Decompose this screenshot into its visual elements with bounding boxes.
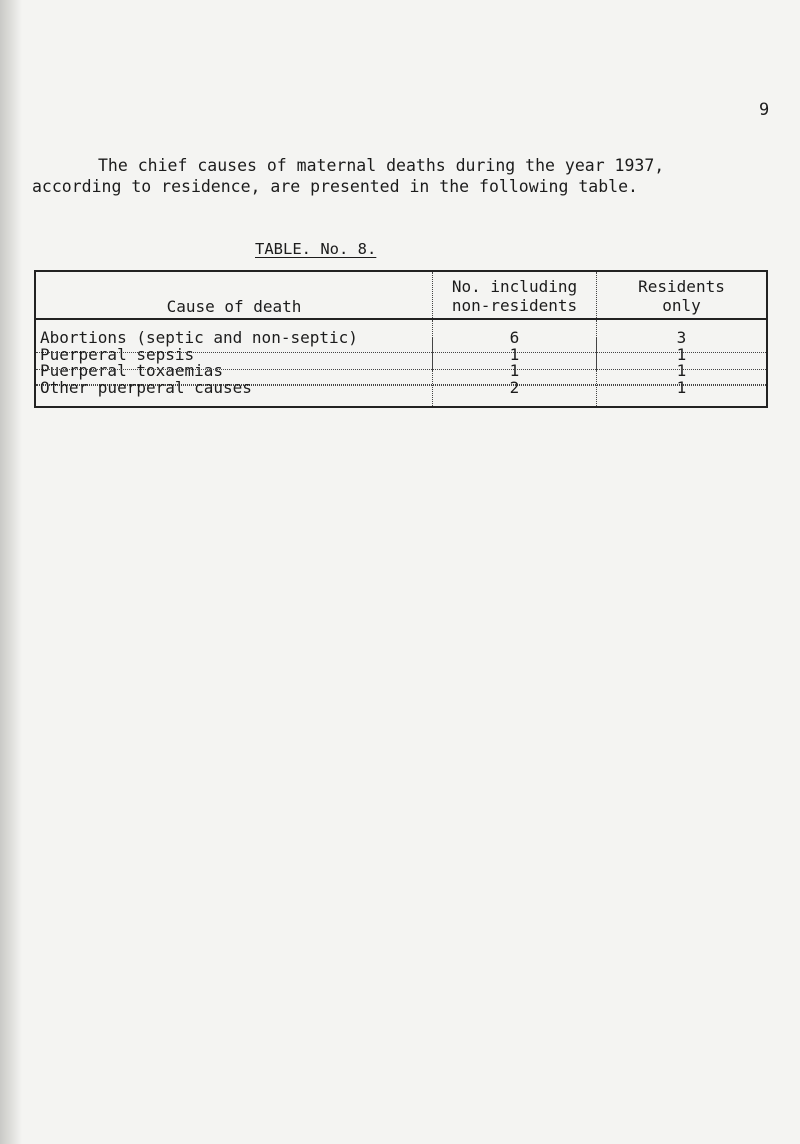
page-edge-shadow (0, 0, 22, 1144)
row-residents: 3 (596, 320, 766, 352)
row-total: 6 (432, 320, 596, 352)
header-residents (596, 272, 766, 318)
header-total-line-1: No. including (451, 277, 578, 296)
intro-paragraph (32, 155, 772, 197)
row-residents: 1 (596, 370, 766, 406)
row-cause: Puerperal toxaemias (40, 361, 224, 380)
header-residents-line-2: only (662, 296, 701, 315)
header-cause: Cause of death (166, 297, 302, 316)
row-total: 2 (432, 370, 596, 406)
table-row (36, 337, 766, 370)
row-cause: Abortions (septic and non-septic) (40, 328, 358, 347)
table-title: TABLE. No. 8. (255, 240, 377, 258)
intro-line-1: The chief causes of maternal deaths during the year 1937, (98, 156, 665, 175)
row-residents: 1 (596, 337, 766, 369)
table-row (36, 370, 766, 406)
table-header-row (36, 272, 766, 320)
header-total (432, 272, 596, 318)
header-residents-line-1: Residents (638, 277, 725, 296)
page-number: 9 (759, 100, 770, 120)
row-cause: Other puerperal causes (40, 378, 252, 397)
row-total: 1 (432, 337, 596, 369)
row-residents: 1 (596, 353, 766, 384)
row-total: 1 (432, 353, 596, 384)
row-cause: Puerperal sepsis (40, 345, 195, 364)
intro-line-2: according to residence, are presented in the following table. (32, 177, 638, 196)
header-total-line-2: non-residents (451, 296, 578, 315)
